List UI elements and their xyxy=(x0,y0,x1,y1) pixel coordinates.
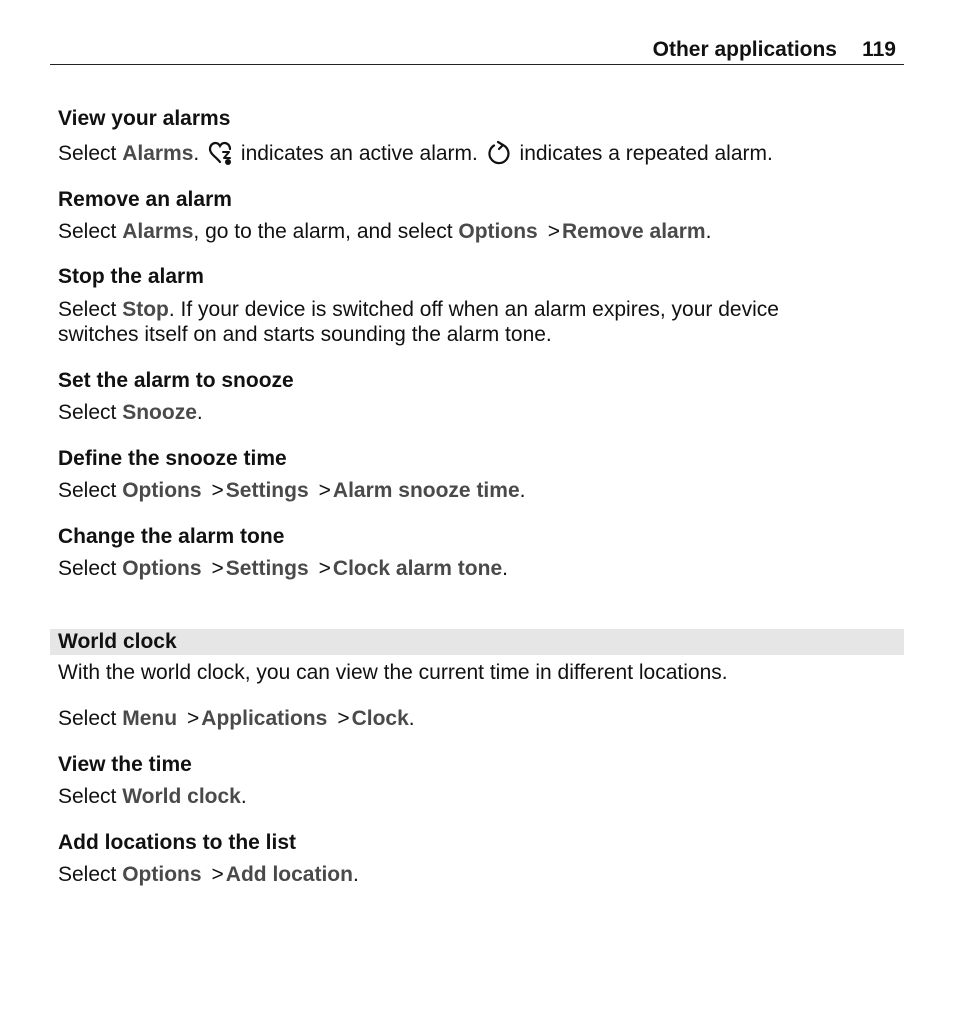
term-add-location: Add location xyxy=(225,863,353,886)
heading-add-locations: Add locations to the list xyxy=(58,831,297,854)
path-separator: > xyxy=(337,707,350,730)
term-clock-alarm-tone: Clock alarm tone xyxy=(332,557,503,580)
page-header xyxy=(50,36,904,65)
section-title: Other applications xyxy=(652,38,837,61)
path-separator: > xyxy=(318,557,331,580)
heading-snooze-time: Define the snooze time xyxy=(58,447,287,470)
term-settings: Settings xyxy=(225,557,309,580)
term-world-clock: World clock xyxy=(122,785,241,808)
term-options: Options xyxy=(122,479,202,502)
text-alarm-tone: Select Options >Settings >Clock alarm tone. xyxy=(58,557,508,580)
heading-alarm-tone: Change the alarm tone xyxy=(58,525,285,548)
term-remove-alarm: Remove alarm xyxy=(561,220,706,243)
path-separator: > xyxy=(211,863,224,886)
path-separator: > xyxy=(187,707,200,730)
heading-stop-alarm: Stop the alarm xyxy=(58,265,204,288)
heading-remove-alarm: Remove an alarm xyxy=(58,188,232,211)
text-remove-alarm: Select Alarms, go to the alarm, and select Options >Remove alarm. xyxy=(58,220,712,243)
term-options: Options xyxy=(458,220,538,243)
repeat-icon xyxy=(486,140,512,172)
heading-view-alarms: View your alarms xyxy=(58,107,231,130)
active-alarm-icon xyxy=(207,140,233,172)
text-world-nav: Select Menu >Applications >Clock. xyxy=(58,707,415,730)
term-clock: Clock xyxy=(351,707,409,730)
text-snooze: Select Snooze. xyxy=(58,401,203,424)
heading-view-time: View the time xyxy=(58,753,192,776)
term-alarms: Alarms xyxy=(122,220,194,243)
path-separator: > xyxy=(318,479,331,502)
path-separator: > xyxy=(211,557,224,580)
text-snooze-time: Select Options >Settings >Alarm snooze time. xyxy=(58,479,526,502)
heading-snooze: Set the alarm to snooze xyxy=(58,369,294,392)
term-options: Options xyxy=(122,863,202,886)
text-stop-alarm-line2: switches itself on and starts sounding the alarm tone. xyxy=(58,323,552,346)
term-alarms: Alarms xyxy=(122,142,194,165)
text-add-locations: Select Options >Add location. xyxy=(58,863,359,886)
term-menu: Menu xyxy=(122,707,178,730)
section-band-world-clock xyxy=(50,629,904,655)
page-number: 119 xyxy=(862,38,896,61)
path-separator: > xyxy=(211,479,224,502)
text-view-alarms: Select Alarms. indicates an active alarm. indicates a repeated alarm. xyxy=(58,140,858,172)
text-view-time: Select World clock. xyxy=(58,785,247,808)
term-snooze: Snooze xyxy=(122,401,197,424)
path-separator: > xyxy=(547,220,560,243)
term-applications: Applications xyxy=(201,707,328,730)
text-world-intro: With the world clock, you can view the current time in different locations. xyxy=(58,661,728,684)
term-stop: Stop xyxy=(122,298,169,321)
term-alarm-snooze-time: Alarm snooze time xyxy=(332,479,520,502)
section-heading-world-clock: World clock xyxy=(58,630,177,653)
term-options: Options xyxy=(122,557,202,580)
term-settings: Settings xyxy=(225,479,309,502)
text-stop-alarm: Select Stop. If your device is switched off when an alarm expires, your device xyxy=(58,298,779,321)
